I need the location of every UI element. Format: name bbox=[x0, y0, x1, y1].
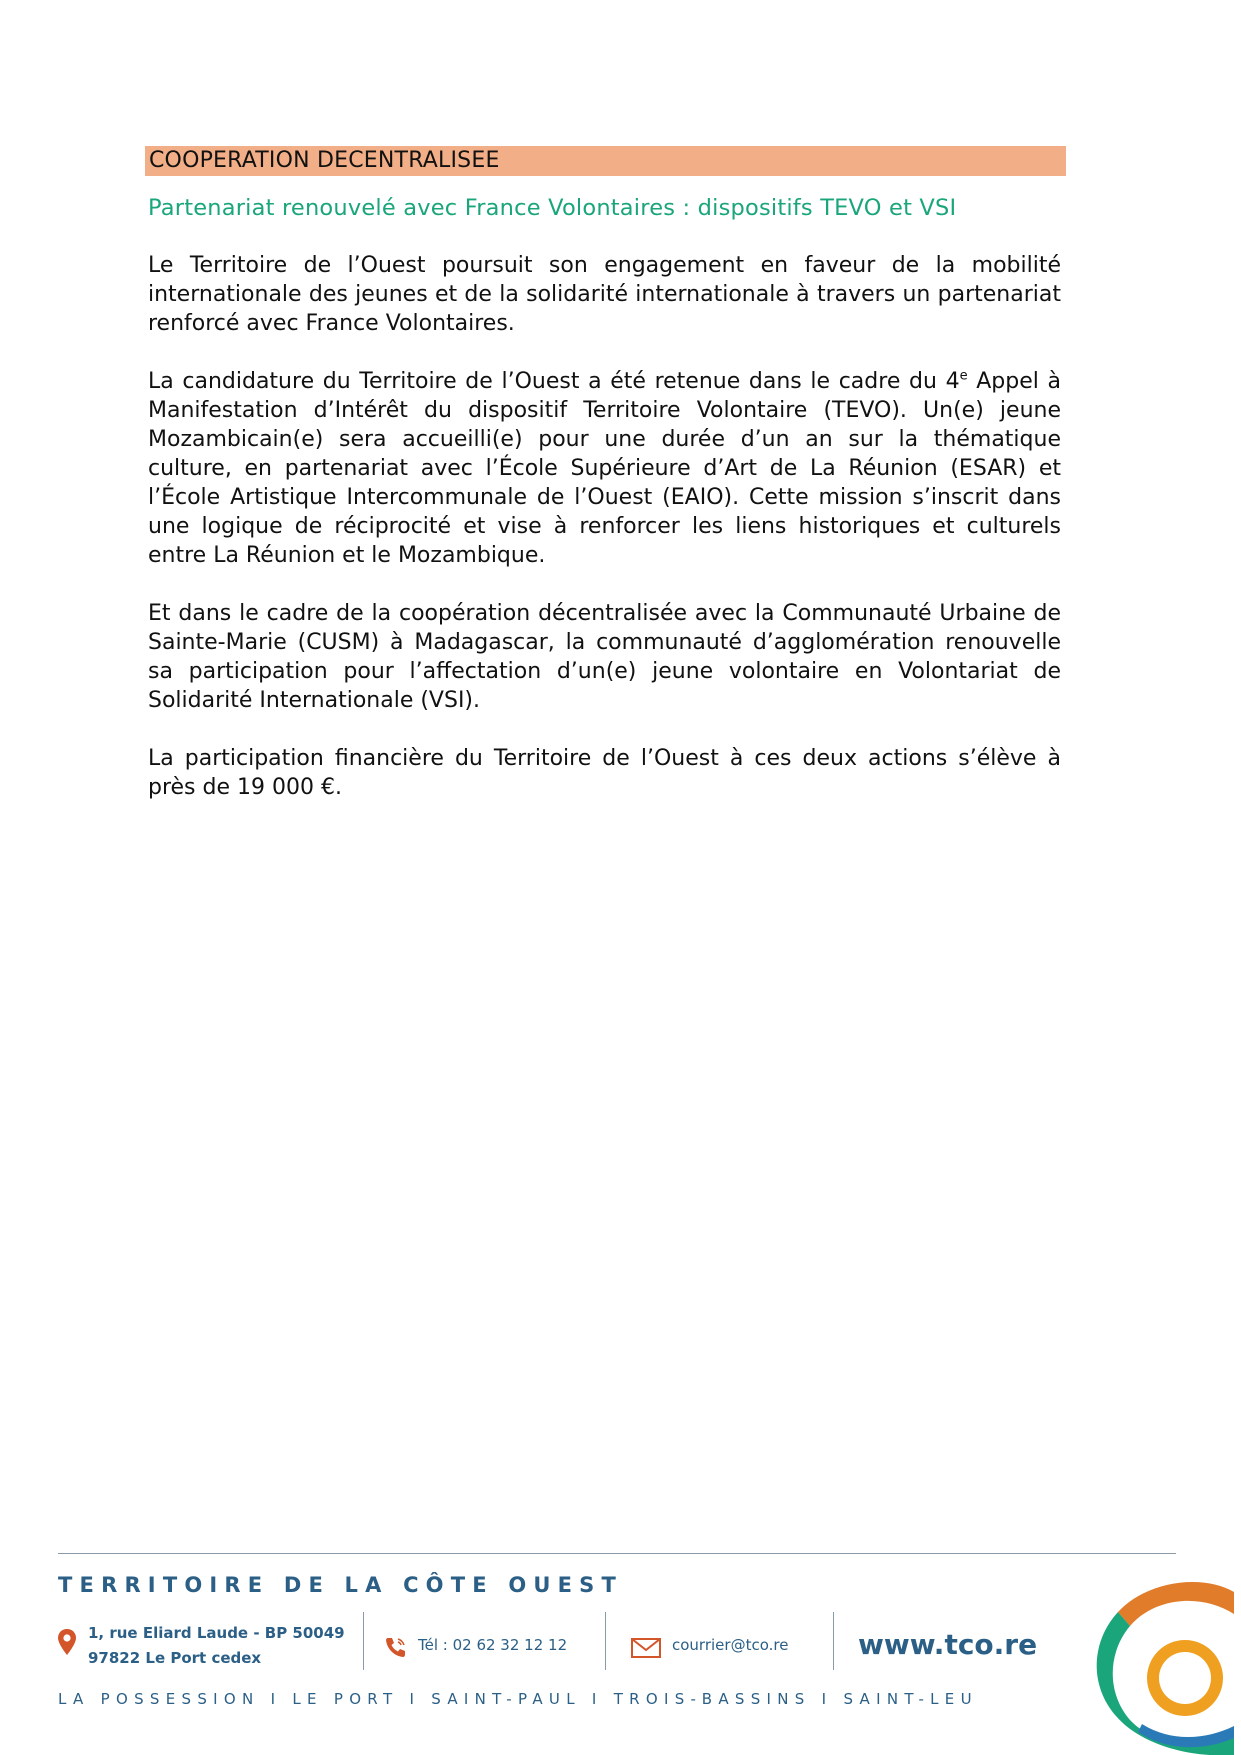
tco-logo bbox=[1078, 1574, 1236, 1755]
address-line-2: 97822 Le Port cedex bbox=[88, 1649, 262, 1667]
section-heading bbox=[145, 146, 1066, 176]
phone-icon bbox=[384, 1636, 408, 1658]
article-subtitle: Partenariat renouvelé avec France Volontaires : dispositifs TEVO et VSI bbox=[148, 195, 957, 221]
paragraph-4: La participation financière du Territoire de l’Ouest à ces deux actions s’élève à près de 19 000 €. bbox=[148, 746, 1061, 800]
footer-separator bbox=[833, 1612, 834, 1670]
footer-divider bbox=[58, 1553, 1176, 1554]
footer-phone[interactable]: Tél : 02 62 32 12 12 bbox=[418, 1636, 568, 1654]
paragraph-1: Le Territoire de l’Ouest poursuit son engagement en faveur de la mobilité internationale des jeunes et de la solidarité internationale à travers un partenariat renforcé avec France Volontaires. bbox=[148, 253, 1061, 336]
article-body bbox=[148, 251, 1061, 831]
footer-communes: LA POSSESSION I LE PORT I SAINT-PAUL I TROIS-BASSINS I SAINT-LEU bbox=[58, 1690, 978, 1708]
location-pin-icon bbox=[57, 1628, 77, 1656]
envelope-icon bbox=[631, 1638, 661, 1658]
paragraph-3: Et dans le cadre de la coopération décentralisée avec la Communauté Urbaine de Sainte-Marie (CUSM) à Madagascar, la communauté d’agglomération renouvelle sa participation pour l’affectation d’un(e) jeune volontaire en Volontariat de Solidarité Internationale (VSI). bbox=[148, 601, 1061, 713]
footer-website[interactable]: www.tco.re bbox=[858, 1628, 1038, 1661]
address-line-1: 1, rue Eliard Laude - BP 50049 bbox=[88, 1624, 345, 1642]
footer-email[interactable]: courrier@tco.re bbox=[672, 1636, 789, 1654]
footer-brand: TERRITOIRE DE LA CÔTE OUEST bbox=[58, 1573, 624, 1597]
paragraph-2: La candidature du Territoire de l’Ouest a été retenue dans le cadre du 4e Appel à Manifestation d’Intérêt du dispositif Territoire Volontaire (TEVO). Un(e) jeune Mozambicain(e) sera accueilli(e) pour une durée d’un an sur la thématique culture, en partenariat avec l’École Supérieure d’Art de La Réunion (ESAR) et l’École Artistique Intercommunale de l’Ouest (EAIO). Cette mission s’inscrit dans une logique de réciprocité et vise à renforcer les liens historiques et culturels entre La Réunion et le Mozambique. bbox=[148, 368, 1061, 568]
footer-separator bbox=[605, 1612, 606, 1670]
footer-separator bbox=[363, 1612, 364, 1670]
section-title: COOPERATION DECENTRALISEE bbox=[149, 148, 500, 173]
footer-address bbox=[88, 1621, 345, 1671]
